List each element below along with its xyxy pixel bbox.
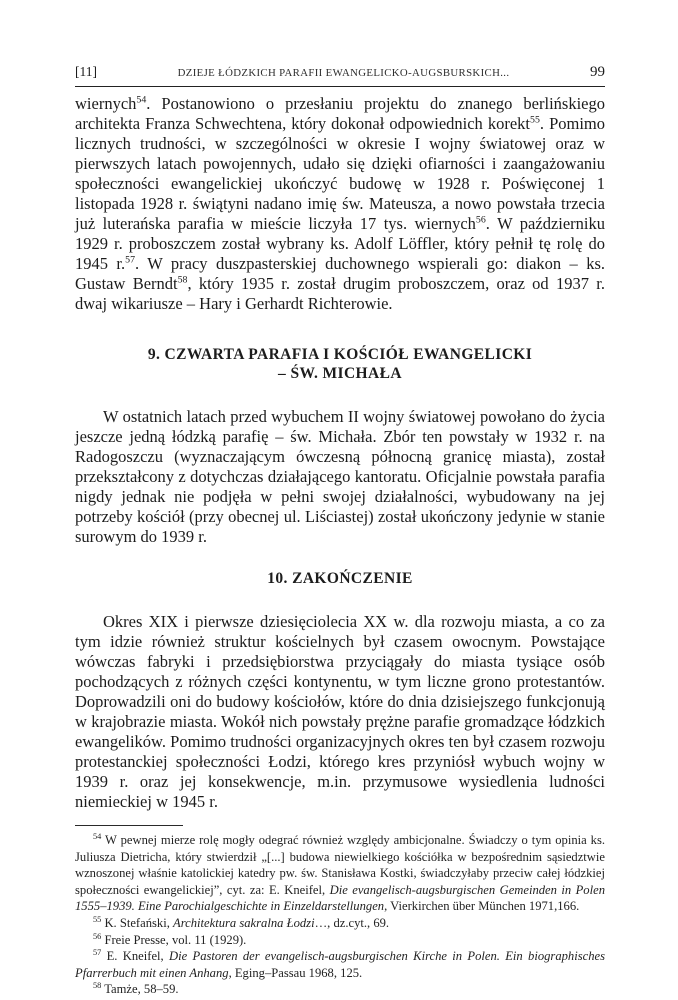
footnote-56 [75,932,605,949]
footnote-marker: 57 [93,947,102,957]
text-run: . Postanowiono o przesłaniu projektu do znanego berlińskiego architekta Franza Schwechtena, który dokonał odpowiednich korekt [75,94,605,133]
section-heading-9 [75,345,605,383]
text-run: . Pomimo licznych trudności, w szczególności w okresie I wojny światowej oraz w pierwszych latach powojennych, udało się dzięki ofiarności i zaangażowaniu społeczności ewangelickiej ukończyć budowę w 1928 r. Poświęconej 1 listopada 1928 r. świątyni nadano imię św. Mateusza, a nowo powstała trzecia już luterańska parafia w mieście liczyła 17 tys. wiernych [75,114,605,233]
footnote-58 [75,981,605,998]
footnote-54 [75,832,605,915]
text-run: Tamże, 58–59. [101,982,179,997]
footnote-marker: 54 [136,94,147,106]
citation-title: Die Pastoren der evangelisch-augsburgischen Kirche in Polen. Ein biographisches Pfarrerbuch mit einen Anhang [75,949,605,980]
text-run: wiernych [75,94,137,113]
text-run: K. Stefański, [101,915,174,930]
footnote-marker: 58 [177,274,188,286]
margin-page-marker: [11] [75,64,97,79]
section-heading-9-line2: – ŚW. MICHAŁA [278,365,402,382]
text-run: . W pracy duszpasterskiej duchownego wspierali go: diakon – ks. Gustaw Berndt [75,254,605,293]
footnote-marker: 57 [125,254,135,266]
text-run: Okres XIX i pierwsze dziesięciolecia XX w. dla rozwoju miasta, a co za tym idzie również struktur kościelnych był czasem owocnym. Powstające wówczas fabryki i przedsiębiorstwa przyciągały do miasta tysiące osób pochodzących z różnych części kontynentu, w tym liczne grono protestantów. Doprowadzili oni do budowy kościołów, które do dnia dzisiejszego funkcjonują w krajobrazie miasta. Wokół nich powstały prężne parafie gromadzące łódzkich ewangelików. Pomimo trudności organizacyjnych okres ten był czasem rozwoju protestanckiej społeczności Łodzi, którego kres przyniósł wybuch wojny w 1939 r. oraz jej konsekwencje, m.in. przymusowe wysiedlenia ludności niemieckiej w 1945 r. [75,612,605,811]
text-run: . W październiku 1929 r. proboszczem został wybrany ks. Adolf Löffler, który pełnił tę rolę do 1945 r. [75,214,606,273]
footnote-marker: 58 [93,981,102,991]
page-number: 99 [590,64,605,80]
text-run: …, dz.cyt., 69. [314,915,390,930]
running-title: DZIEJE ŁÓDZKICH PARAFII EWANGELICKO-AUGSBURSKICH... [177,67,510,79]
footnote-55 [75,915,605,932]
text-run: , Vierkirchen über München 1971,166. [384,899,580,914]
section-heading-9-line1: 9. CZWARTA PARAFIA I KOŚCIÓŁ EWANGELICKI [147,346,533,363]
text-run: W pewnej mierze rolę mogły odegrać również względy ambicjonalne. Świadczy o tym opinia ks. Juliusza Dietricha, który stwierdził „[...] budowa niewielkiego kościółka w bezpośrednim sąsiedztwie wznoszonej właśnie katolickiej katedry pw. św. Stanisława Kostki, świadczyłaby przeciw całej łódzkiej społeczności ewangelickiej”, cyt. za: E. Kneifel, [75,833,605,897]
footnote-marker: 56 [93,931,102,941]
text-run: , Eging–Passau 1968, 125. [228,965,363,980]
footnote-marker: 56 [475,214,486,226]
citation-title: Architektura sakralna Łodzi [173,915,315,930]
footnote-marker: 54 [93,831,102,841]
paragraph-continuation [75,94,605,314]
paragraph-conclusion [75,612,605,812]
running-header [75,64,605,87]
footnote-marker: 55 [530,114,540,126]
text-run: E. Kneifel, [101,949,169,964]
text-run: W ostatnich latach przed wybuchem II wojny światowej powołano do życia jeszcze jedną łódzką parafię – św. Michała. Zbór ten powstały w 1932 r. na Radogoszczu (wyznaczającym ówczesną północną granicę miasta), został przekształcony z dotychczas działającego kantoratu. Oficjalnie powstała parafia nigdy jednak nie podjęła w pełni swojej działalności, wybudowany na jej potrzeby kościół (przy obecnej ul. Liściastej) został ukończony jedynie w stanie surowym do 1939 r. [75,407,605,546]
paragraph-st-michael [75,407,605,547]
citation-title: Die evangelisch-augsburgischen Gemeinden in Polen 1555–1939. Eine Parochialgeschichte in Einzeldarstellungen [75,882,605,914]
section-heading-10: 10. ZAKOŃCZENIE [267,570,413,587]
footnote-marker: 55 [93,914,102,924]
text-run: , który 1935 r. został drugim proboszczem, oraz od 1937 r. dwaj wikariusze – Hary i Gerhardt Richterowie. [75,274,605,313]
footnote-separator [75,825,183,826]
footnote-57 [75,948,605,981]
footnotes-block [75,832,605,998]
text-run: Freie Presse, vol. 11 (1929). [101,932,247,947]
